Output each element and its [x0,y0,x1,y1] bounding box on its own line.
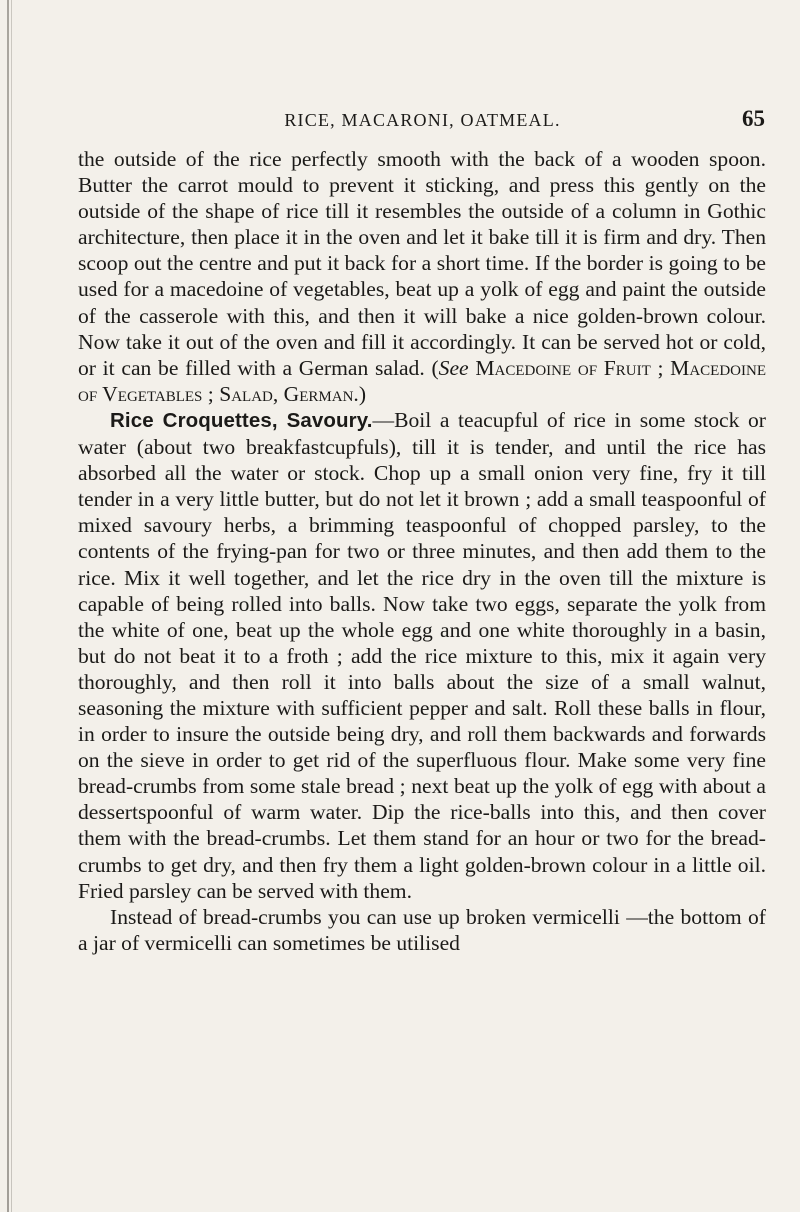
paragraph-text: the outside of the rice perfectly smooth with the back of a wooden spoon. Butter the carrot mould to prevent it sticking, and press this gently on the outside of the shape of rice till it resembles the outside of a column in Gothic architecture, then place it in the oven and let it bake till it is firm and dry. Then scoop out the centre and put it back for a short time. If the border is going to be used for a macedoine of vegetables, beat up a yolk of egg and paint the outside of the casserole with this, and then it will bake a nice golden-brown colour. Now take it out of the oven and fill it accordingly. It can be served hot or cold, or it can be filled with a German salad. [78,147,766,380]
paragraph-text: Instead of bread-crumbs you can use up broken vermicelli —the bottom of a jar of vermicelli can sometimes be utilised [78,904,766,955]
recipe-heading: Rice Croquettes, Savoury. [110,408,373,432]
page-header [80,106,765,136]
paragraph-final [78,904,766,956]
see-reference: See [438,355,469,380]
running-title: RICE, MACARONI, OATMEAL. [284,110,561,130]
binding-edge [7,0,9,1212]
cross-reference: Macedoine of Fruit ; Macedoine of Vegetables ; Salad, German. [78,355,766,406]
page-number: 65 [742,106,765,131]
recipe-paragraph [78,407,766,904]
recipe-text: —Boil a teacupful of rice in some stock or water (about two breakfastcupfuls), till it is tender, and until the rice has absorbed all the water or stock. Chop up a small onion very fine, fry it till tender in a very little butter, but do not let it brown ; add a small teaspoonful of mixed savoury herbs, a brimming teaspoonful of chopped parsley, to the contents of the frying-pan for two or three minutes, and then add them to the rice. Mix it well together, and let the rice dry in the oven till the mixture is capable of being rolled into balls. Now take two eggs, separate the yolk from the white of one, beat up the whole egg and one white thoroughly in a basin, but do not beat it to a froth ; add the rice mixture to this, mix it again very thoroughly, and then roll it into balls about the size of a small walnut, seasoning the mixture with sufficient pepper and salt. Roll these balls in flour, in order to insure the outside being dry, and roll them backwards and forwards on the sieve in order to get rid of the superfluous flour. Make some very fine bread-crumbs from some stale bread ; next beat up the yolk of egg with about a dessertspoonful of warm water. Dip the rice-balls into this, and then cover them with the bread-crumbs. Let them stand for an hour or two for the bread-crumbs to get dry, and then fry them a light golden-brown colour in a little oil. Fried parsley can be served with them. [78,407,766,903]
paragraph-continued: the outside of the rice perfectly smooth with the back of a wooden spoon. Butter the carrot mould to prevent it sticking, and press this gently on the outside of the shape of rice till it resembles the outside of a column in Gothic architecture, then place it in the oven and let it bake till it is firm and dry. Then scoop out the centre and put it back for a short time. If the border is going to be used for a macedoine of vegetables, beat up a yolk of egg and paint the outside of the casserole with this, and then it will bake a nice golden-brown colour. Now take it out of the oven and fill it accordingly. It can be served hot or cold, or it can be filled with a German salad. (See Macedoine of Fruit ; Macedoine of Vegetables ; Salad, German.) [78,147,766,406]
page-body [78,146,766,956]
binding-edge-inner [11,0,12,1212]
